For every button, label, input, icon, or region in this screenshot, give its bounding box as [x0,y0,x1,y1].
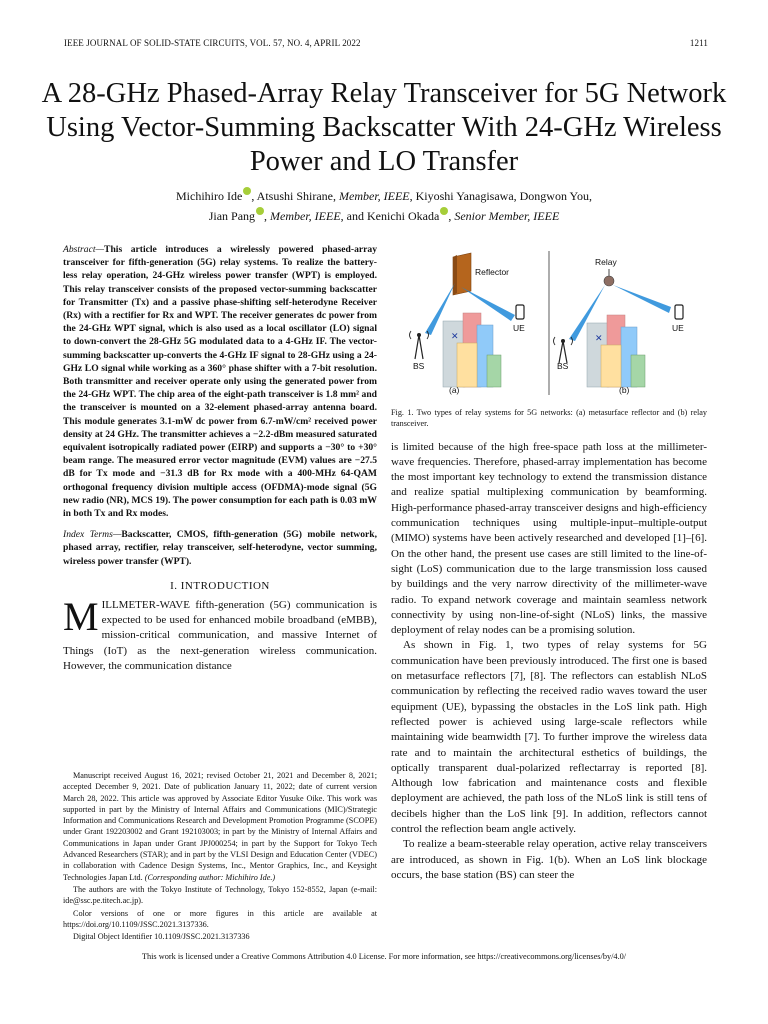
intro-paragraph [63,593,377,674]
phone-icon [675,305,683,319]
figure-1 [391,243,707,401]
relay-systems-diagram [391,243,707,401]
drop-cap: M [63,593,99,639]
footnote-affiliation: The authors are with the Tokyo Institute of Technology, Tokyo 152-8552, Japan (e-mail: ide@ssc.pe.titech.ac.jp). [63,884,377,906]
relay-node-icon [604,269,614,286]
author-name: Michihiro Ide [176,189,243,203]
author-role: Member, IEEE [339,189,410,203]
abstract-lead: Abstract— [63,244,105,255]
bs-tower-icon [410,331,429,359]
svg-text:✕: ✕ [451,332,459,342]
author-role: Senior Member, IEEE [454,209,560,223]
separator: , [264,209,271,223]
index-terms-text: Backscatter, CMOS, fifth-generation (5G) mobile network, phased array, rectifier, relay transceiver, self-heterodyne, vector summing, wireless power transfer (WPT). [63,529,377,567]
relay-label: Relay [595,257,617,267]
svg-text:✕: ✕ [595,334,603,344]
reflector-side [453,255,457,295]
ue-label: UE [513,323,525,333]
left-column [63,243,377,674]
figure-caption: Fig. 1. Two types of relay systems for 5G networks: (a) metasurface reflector and (b) relay transceiver. [391,408,707,429]
footnotes [63,770,377,943]
paper-title: A 28-GHz Phased-Array Relay Transceiver for 5G Network Using Vector-Summing Backscatter With 24-GHz Wireless Power and LO Transfer [41,78,727,177]
author-list [40,186,728,226]
panel-b-label: (b) [619,385,630,395]
right-column [391,243,707,883]
relay-panel [554,257,685,395]
abstract [63,243,377,520]
abstract-text: This article introduces a wirelessly powered phased-array transceiver for fifth-generation (5G) relay systems. To realize the battery-less relay operation, 24-GHz wireless power transfer (WPT) is employed. This relay transceiver consists of the proposed vector-summing backscatter for Transmitter (Tx) and a passive phase-shifting self-heterodyne Receiver (Rx) with a rectifier for Rx and WPT. The receiver generates dc power from the 24-GHz WPT signal, which is also used as a local oscillator (LO) signal to down-convert the 28-GHz 5G modulated data to a 4-GHz IF. The vector-summing backscatter up-converts the 4-GHz IF signal to 28-GHz using a 24-GHz LO signal while working as a 360° phase shifter with a 7-bit resolution. Both transmitter and receiver operate only using the generated power from the 24-GHz WPT. The chip area of the eight-path transceiver is 1.8 mm² and the transceiver is mounted on a 32-element phased-array antenna board. This module generates 3.1-mW dc power from 6.7-mW/cm² received power density at 24 GHz. The transmitter achieves a −2.2-dBm measured saturated equivalent isotropically radiated power (EIRP) and supports a −30° to +30° beam range. The measured error vector magnitude (EVM) values are −27.5 dB for Tx mode and −31.3 dB for Rx mode with a 400-MHz 64-QAM orthogonal frequency division multiple access (OFDMA)-mode signal (5G new radio (NR), MCS 19). The power consumption for each path is 0.03 mW in both Tx and Rx modes. [63,244,377,520]
footnote-manuscript [63,770,377,883]
author-name: , and Kenichi Okada [340,209,440,223]
footnote-text: Manuscript received August 16, 2021; revised October 21, 2021 and December 8, 2021; accepted December 9, 2021. Date of publication January 11, 2022; date of current version March 28, 2022. This article was approved by Associate Editor Yusuke Oike. This work was supported in part by the Ministry of Internal Affairs and Communications (MIC)/Strategic Information and Communications Research and Development Promotion Programme (SCOPE) under Grant 192203002 and Grant 192103003; in part by the Ministry of Internal Affairs and Communications in Japan under Grant JPJ000254; in part by the Support for Tokyo Tech Advanced Researchers (STAR); and in part by the VLSI Design and Education Center (VDEC) in collaboration with Cadence Design Systems, Inc., Mentor Graphics, Inc., and Keysight Technologies Japan Ltd. [63,771,377,882]
index-terms [63,528,377,568]
buildings-icon [443,313,501,387]
separator: , [448,209,455,223]
body-paragraph: To realize a beam-steerable relay operation, active relay transceivers are introduced, as shown in Fig. 1(b). When an LoS link blockage occurs, the base station (BS) can steer the [391,838,707,881]
journal-name: IEEE JOURNAL OF SOLID-STATE CIRCUITS, VOL. 57, NO. 4, APRIL 2022 [64,38,361,48]
bs-label: BS [557,361,569,371]
panel-a-label: (a) [449,385,460,395]
corresponding-author: (Corresponding author: Michihiro Ide.) [144,872,276,882]
bs-tower-icon [554,337,573,363]
author-name: , Atsushi Shirane, [251,189,339,203]
body-paragraph: As shown in Fig. 1, two types of relay systems for 5G communication have been previously introduced. The first one is based on metasurface reflectors [7], [8]. The reflectors can establish NLoS communication by reflecting the received radio waves toward the user equipment (UE), bypassing the obstacles in the LoS link path. High reflected power is achieved using large-scale reflectors while maintaining wide beamwidth [7]. To further improve the wireless data rate and to maintain the architectural esthetics of buildings, the optically transparent dual-polarized reflectarray is reported [8]. Although low fabrication and maintenance costs and flexible deployment are achieved, the path loss of the NLoS link is still tens of decibels higher than the LoS link [9]. In addition, reflectors cannot control the reflection beam angle actively. [391,639,707,836]
page-number: 1211 [689,38,708,48]
relay-forward-beam [613,285,671,313]
phone-icon [516,305,524,319]
author-name: , Kiyoshi Yanagisawa, Dongwon You, [409,189,592,203]
bs-label: BS [413,361,425,371]
orcid-icon[interactable] [256,207,264,215]
author-role: Member, IEEE [270,209,341,223]
reflector-panel [410,253,526,395]
footnote-doi: Digital Object Identifier 10.1109/JSSC.2021.3137336 [73,932,250,942]
body-paragraph: is limited because of the high free-space path loss at the millimeter-wave frequencies. Therefore, phased-array implementation has become the most important key technology to extend the transmission distance and realize spatial multiplexing communication by beamforming. High-performance phased-array transceiver designs and high-efficiency communication techniques using multiple-input–multiple-output (MIMO) systems have been actively researched and developed [1]–[6]. On the other hand, the present use cases are still limited to the line-of-sight (LoS) communication due to the large transmission loss caused by buildings and the very narrow directivity of the millimeter-wave radio. To expand network coverage and maintain seamless network connectivity by using non-line-of-sight (NLoS) links, the massive deployment of relay nodes can be a promising solution. [391,440,707,637]
running-header [64,38,708,48]
author-name: Jian Pang [208,209,256,223]
reflector-label: Reflector [475,267,510,277]
buildings-icon [587,315,645,387]
index-terms-lead: Index Terms— [63,529,122,541]
ue-label: UE [672,323,684,333]
section-heading: I. INTRODUCTION [170,579,270,592]
license-notice: This work is licensed under a Creative Commons Attribution 4.0 License. For more information, see https://creativecommons.org/licenses/by/4.0/ [141,952,627,961]
intro-text: ILLMETER-WAVE fifth-generation (5G) communication is expected to be used for enhanced mobile broadband (eMBB), mission-critical communication, and massive Internet of Things (IoT) as the next-generation wireless communication. However, the communication distance [63,598,377,673]
footnote-color: Color versions of one or more figures in this article are available at https://doi.org/10.1109/JSSC.2021.3137336. [63,908,377,929]
